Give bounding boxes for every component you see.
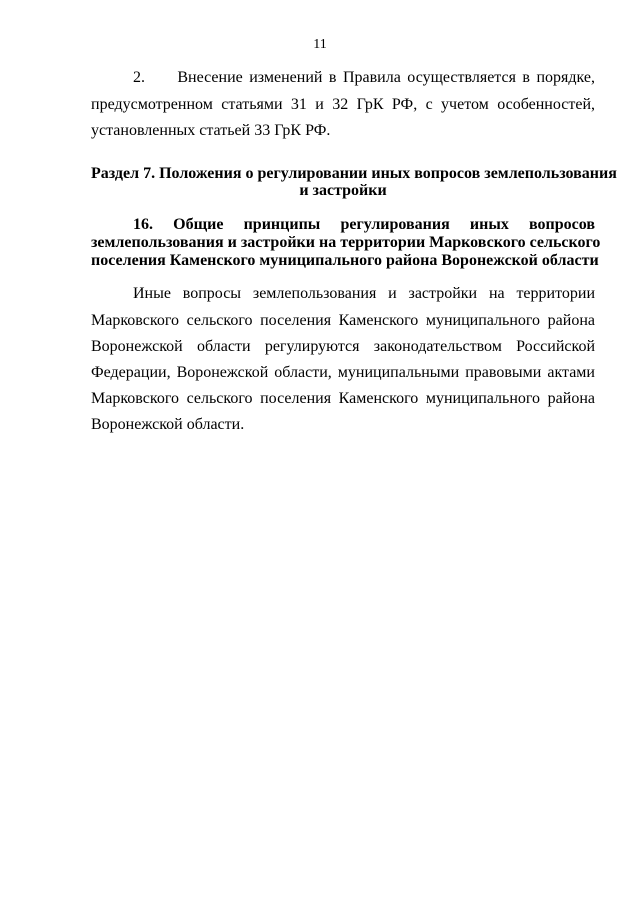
page-number: 11	[313, 37, 327, 52]
paragraph-line: Марковского сельского поселения Каменского муниципального района	[91, 390, 595, 407]
paragraph-line: Воронежской области.	[91, 416, 245, 433]
paragraph-line: Воронежской области регулируются законодательством Российской	[91, 338, 595, 355]
paragraph-line: установленных статьей 33 ГрК РФ.	[91, 122, 331, 139]
section-heading-line: Раздел 7. Положения о регулировании иных вопросов землепользования	[91, 165, 617, 182]
paragraph-line: Марковского сельского поселения Каменского муниципального района	[91, 312, 595, 329]
paragraph-line: предусмотренном статьями 31 и 32 ГрК РФ, с учетом особенностей,	[91, 96, 595, 113]
section-heading-line: и застройки	[299, 182, 387, 199]
paragraph-line: 2. Внесение изменений в Правила осуществляется в порядке,	[133, 69, 595, 86]
paragraph-line: Иные вопросы землепользования и застройки на территории	[133, 285, 595, 302]
article-heading-line: землепользования и застройки на территории Марковского сельского	[91, 234, 601, 251]
paragraph-line: Федерации, Воронежской области, муниципальными правовыми актами	[91, 364, 595, 381]
article-heading-line: поселения Каменского муниципального района Воронежской области	[91, 252, 599, 269]
article-heading-line: 16. Общие принципы регулирования иных вопросов	[133, 216, 595, 233]
